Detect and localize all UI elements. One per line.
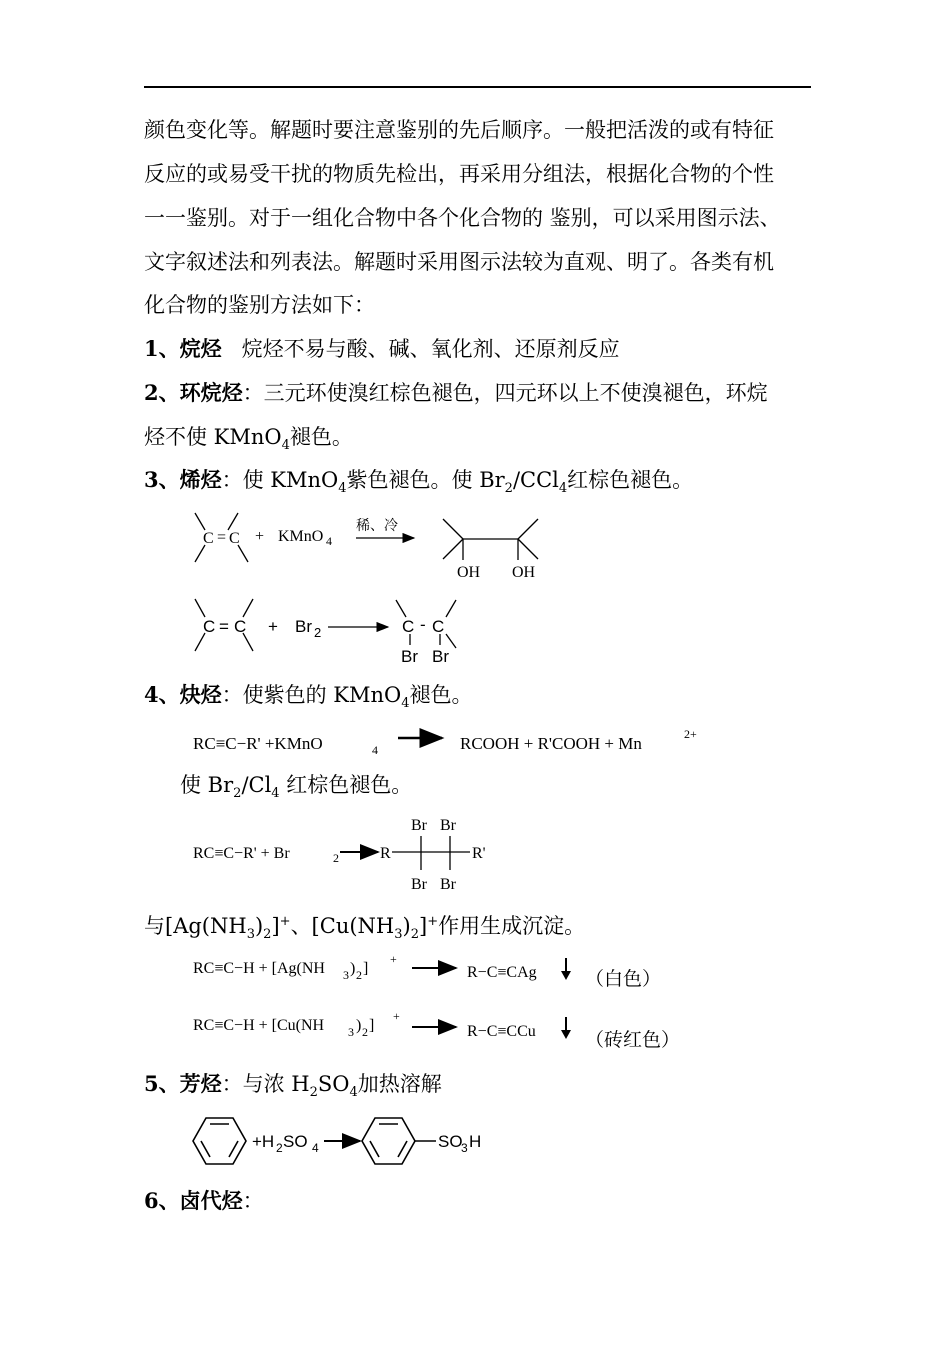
reagent-h2so4: +H: [252, 1132, 275, 1151]
carbon-label: C: [402, 617, 415, 636]
silver-reactant: RC≡C−H + [Ag(NH: [193, 960, 325, 977]
subscript: 4: [271, 786, 280, 802]
text: ：使紫色的 KMnO: [221, 683, 402, 707]
text: ): [402, 914, 411, 938]
bromine-label: Br: [432, 647, 449, 666]
text: ：与浓 H: [221, 1072, 310, 1096]
copper-reactant: RC≡C−H + [Cu(NH: [193, 1017, 325, 1034]
silver-acetylide: R−C≡CAg: [467, 964, 537, 981]
text: /CCl: [512, 468, 559, 492]
reagent-br: Br: [295, 617, 312, 636]
text: 紫色褪色。使 Br: [346, 468, 505, 492]
superscript: 2+: [684, 727, 697, 741]
text: ): [356, 1017, 362, 1034]
precipitate-color: （白色）: [585, 969, 662, 990]
bromine-label: Br: [440, 876, 456, 893]
superscript: +: [390, 952, 397, 966]
subscript: 4: [312, 1141, 319, 1155]
paragraph-line-5: 化合物的鉴别方法如下：: [144, 293, 375, 317]
paragraph-line-4: 文字叙述法和列表法。解题时采用图示法较为直观、明了。各类有机: [144, 250, 774, 274]
hydroxyl-label: OH: [512, 564, 536, 581]
section-number: 1、: [144, 336, 180, 361]
subscript: 2: [309, 1085, 318, 1101]
benzene-ring-icon: [193, 1118, 246, 1164]
alkyne-products: RCOOH + R'COOH + Mn: [460, 734, 642, 753]
carbon-label: C: [432, 617, 445, 636]
section-title: 卤代烃: [179, 1188, 243, 1213]
subscript: 3: [246, 927, 255, 943]
text: 烃不使 KMnO: [144, 425, 282, 449]
carbon-label: C: [229, 530, 240, 547]
subscript: 4: [372, 743, 378, 757]
subscript: 4: [401, 696, 410, 712]
single-bond: -: [420, 615, 426, 634]
text: ]: [369, 1017, 375, 1034]
hydroxyl-label: OH: [457, 564, 481, 581]
subscript: 3: [348, 1025, 354, 1039]
bromine-label: Br: [411, 876, 427, 893]
carbon-label: C: [203, 617, 216, 636]
section-number: 2、: [144, 380, 180, 405]
benzene-ring-icon: [362, 1118, 436, 1164]
text: 、[Cu(NH: [290, 914, 395, 938]
bromine-label: Br: [411, 817, 427, 834]
carbon-label: C: [203, 530, 214, 547]
reagent-kmno4: KMnO: [278, 528, 324, 545]
r-group: R: [380, 845, 391, 862]
sulfonic-group: H: [469, 1132, 482, 1151]
subscript: 2: [504, 481, 513, 497]
reaction-condition: 稀、冷: [356, 519, 398, 534]
superscript: +: [279, 914, 291, 929]
double-bond: =: [217, 529, 227, 546]
plus-sign: +: [268, 617, 278, 636]
copper-acetylide: R−C≡CCu: [467, 1023, 536, 1040]
subscript: 2: [410, 927, 419, 943]
section-text: ：三元环使溴红棕色褪色，四元环以上不使溴褪色，环烷: [242, 381, 768, 405]
text: SO: [317, 1072, 350, 1096]
text: 加热溶解: [357, 1072, 442, 1096]
text: 与[Ag(NH: [144, 914, 247, 938]
section-number: 4、: [144, 682, 180, 707]
precipitate-arrow-icon: [561, 1017, 571, 1039]
text: 褪色。: [409, 683, 473, 707]
section-title: 环烷烃: [179, 380, 243, 405]
sulfonic-group: SO: [438, 1132, 463, 1151]
text: 使 Br: [180, 773, 234, 797]
section-text: 烷烃不易与酸、碱、氧化剂、还原剂反应: [241, 337, 620, 361]
subscript: 2: [362, 1025, 368, 1039]
text: ]: [363, 960, 369, 977]
subscript: 3: [461, 1141, 468, 1155]
text: ]: [419, 914, 428, 938]
text: 作用生成沉淀。: [438, 914, 586, 938]
subscript: 2: [356, 968, 362, 982]
text: 红棕色褪色。: [567, 468, 694, 492]
precipitate-arrow-icon: [561, 958, 571, 980]
subscript: 4: [349, 1085, 358, 1101]
paragraph-line-1: 颜色变化等。解题时要注意鉴别的先后顺序。一般把活泼的或有特征: [144, 118, 774, 142]
r-prime-group: R': [472, 845, 486, 862]
text: 红棕色褪色。: [279, 773, 413, 797]
section-title: 炔烃: [179, 682, 222, 707]
subscript: 4: [558, 481, 568, 497]
text: ): [350, 960, 356, 977]
text: ：: [242, 1189, 264, 1213]
section-number: 5、: [144, 1071, 180, 1096]
tetrabromo-skeleton: [392, 836, 470, 870]
subscript: 3: [343, 968, 349, 982]
alkyne-bromine-reactant: RC≡C−R' + Br: [193, 845, 290, 862]
text: 褪色。: [289, 425, 353, 449]
section-number: 3、: [144, 467, 180, 492]
double-bond: =: [219, 617, 229, 636]
section-title: 芳烃: [179, 1071, 222, 1096]
subscript: 2: [263, 927, 272, 943]
subscript: 2: [314, 625, 322, 640]
text: ]: [271, 914, 280, 938]
text: ): [254, 914, 264, 938]
carbon-label: C: [234, 617, 247, 636]
paragraph-line-2: 反应的或易受干扰的物质先检出，再采用分组法，根据化合物的个性: [144, 162, 774, 186]
subscript: 2: [233, 786, 242, 802]
section-title: 烯烃: [179, 467, 222, 492]
paragraph-line-3: 一一鉴别。对于一组化合物中各个化合物的 鉴别，可以采用图示法、: [144, 206, 781, 230]
subscript: 3: [394, 927, 403, 943]
subscript: 4: [326, 534, 332, 548]
section-title: 烷烃: [179, 336, 222, 361]
superscript: +: [393, 1009, 400, 1023]
bromine-label: Br: [401, 647, 418, 666]
alkyne-reactant: RC≡C−R' +KMnO: [193, 734, 323, 753]
subscript: 2: [333, 851, 339, 865]
subscript: 4: [281, 438, 290, 454]
text: /Cl: [241, 773, 272, 797]
text: ：使 KMnO: [221, 468, 339, 492]
section-number: 6、: [144, 1188, 180, 1213]
bromine-label: Br: [440, 817, 456, 834]
precipitate-color: （砖红色）: [585, 1030, 681, 1051]
reagent-h2so4: SO: [283, 1132, 308, 1151]
subscript: 2: [276, 1141, 283, 1155]
superscript: +: [427, 914, 439, 929]
plus-sign: +: [255, 528, 265, 545]
subscript: 4: [338, 481, 347, 497]
